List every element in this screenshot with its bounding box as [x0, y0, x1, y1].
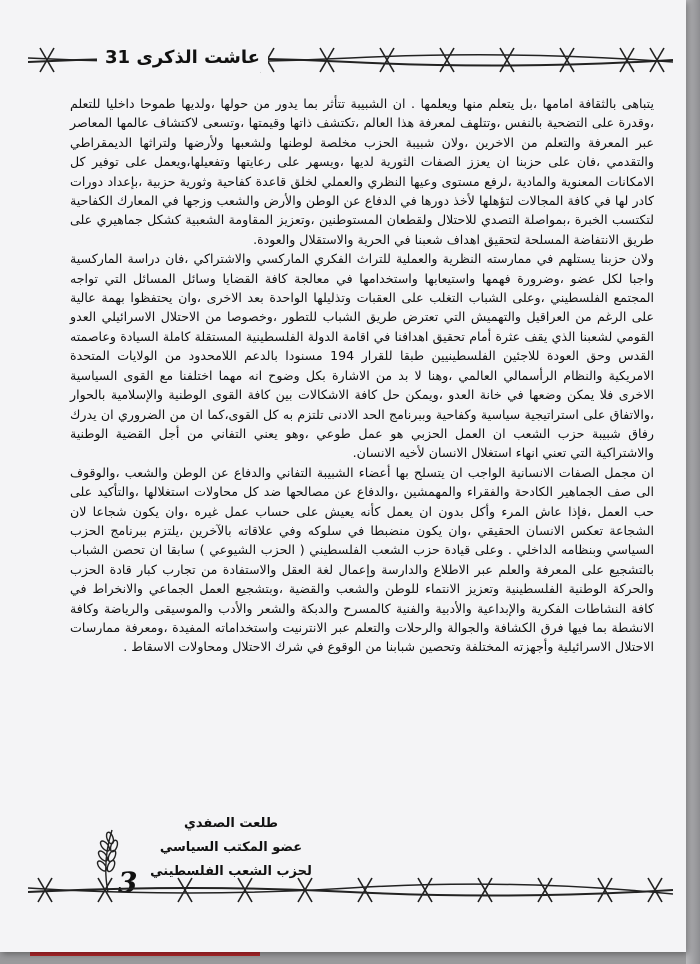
author-position: عضو المكتب السياسي — [159, 840, 303, 855]
header-title: عاشت الذكرى 31 — [97, 44, 268, 72]
page-edge-shadow — [686, 0, 700, 964]
article-body — [70, 94, 654, 657]
author-party: لحزب الشعب الفلسطيني — [150, 864, 312, 879]
author-name: طلعت الصفدي — [183, 816, 279, 831]
page-number: 3 — [118, 866, 138, 899]
barbed-wire-bottom-border — [28, 872, 673, 912]
paragraph: ان مجمل الصفات الانسانية الواجب ان يتسلح بها أعضاء الشبيبة التفاني والدفاع عن الوطن والشعب ،والوقوف الى صف الجماهير الكادحة والفقراء والمهمشين ،والدفاع عن مصالحها ضد كل محاولات استغلالها ،والتأكيد على حب العمل ،فإذا عاش المرء وأكل بدون ان يعمل كأنه يعيش على حساب عمل غيره ،وان يكون شجاعا لان الشجاعة تعكس الانسان الحقيقي ،وان يكون منضبطا في سلوكه وفي علاقاته بالآخرين ،يلتزم ببرنامج الحزب السياسي وبنظامه الداخلي . وعلى قيادة حزب الشعب الفلسطيني ( الحزب الشيوعي ) سابقا ان تحصن الشباب بالتشجيع على المعرفة والعلم عبر الاطلاع والدارسة وإعمال لغة العقل والاستفادة من تجارب كبار قادة الحزب والحركة الوطنية الفلسطينية وتعزيز الانتماء للوطن والشعب والقضية ،وبتشجيع العمل الجماعي والانخراط في كافة النشاطات الفكرية والإبداعية والأدبية والفنية كالمسرح والدبكة والشعر والأدب والموسيقى والرياضة وكافة الانشطة بما فيها فرق الكشافة والجوالة والرحلات والتعلم عبر الانترنيت واستخداماته المفيدة ،ومعرفة ممارسات الاحتلال الاسرائيلية وأجهزته المختلفة وتحصين شبابنا من الوقوع في شرك الاحتلال ومحاولات الاسقاط . — [70, 464, 654, 655]
paragraph: ولان حزبنا يستلهم في ممارسته النظرية والعملية للتراث الفكري الماركسي والاشتراكي ،فان دراسة الماركسية واجبا لكل عضو ،وضرورة فهمها واستيعابها واستخدامها في معالجة كافة القضايا وسائل المسائل التي تواجه المجتمع الفلسطيني ،وعلى الشباب التغلب على العقبات وتذليلها الواحدة بعد الاخرى ،وان يحتفظوا بهمة عالية على الرغم من العراقيل والتهميش التي تعترض طريق الشباب للتطور ،وخصوصا من الاحتلال الاسرائيلي العدو القومي لشعبنا الذي يقف عثرة أمام تحقيق اهدافنا في اقامة الدولة الفلسطينية المستقلة كاملة السيادة وعاصمته القدس وحق العودة للاجئين الفلسطينيين طبقا للقرار 194 مسنودا بالدعم اللامحدود من الولايات المتحدة الامريكية والنظام الرأسمالي العالمي ،وهنا لا بد من الاشارة بكل وضوح انه مهما اختلفنا مع القوى السياسية الاخرى فلا يمكن وضعها في خانة العدو ،ويمكن حل كافة الاشكالات بين كافة القوى الوطنية والإسلامية بالحوار ،والاتفاق على استراتيجية سياسية وكفاحية وببرنامج الحد الادنى تلتزم به كل القوى،كما ان من الضروري ان يدرك رفاق شبيبة حزب الشعب ان العمل الحزبي هو عمل طوعي ،وهو يعني التفاني من أجل القضية الوطنية والاشتراكية التي تعني انهاء استغلال الانسان لأخيه الانسان. — [70, 251, 654, 461]
paragraph: يتباهى بالثقافة امامها ،بل يتعلم منها ويعلمها . ان الشبيبة تتأثر بما يدور من حولها ،ولديها طموحا داخليا للتعلم ،وقدرة على التضحية بالنفس ،وتتلهف لمعرفة هذا العالم ،تكتشف ذاتها وقيمتها ،وتسعى لاكتشاف عالمها المعاصر عبر المعرفة والتعلم من الاخرين ،ولان شبيبة الحزب مخلصة لوطنها ولشعبها ولأرضها ولتراثها الديمقراطي والتقدمي ،فان على حزبنا ان يعزز الصفات الثورية لديها ،ويسهر على رعايتها وتفعيلها،ويعمل على توفير كل الامكانات المعنوية والمادية ،لرفع مستوى وعيها النظري والعملي لخلق قاعدة كفاحية وثورية حزبية ،بإعداد دورات كادر لها في كافة المجالات لتؤهلها لأخذ دورها في الدفاع عن الوطن والأرض والشعب وزجها في المعارك الكفاحية لتكتسب الخبرة ،بمواصلة التصدي للاحتلال ولقطعان المستوطنين ،وتعزيز المقاومة الشعبية كشكل جماهيري على طريق الانتفاضة المسلحة لتحقيق اهداف شعبنا في الحرية والاستقلال والعودة. — [70, 96, 654, 247]
cover-edge-strip — [30, 952, 260, 956]
